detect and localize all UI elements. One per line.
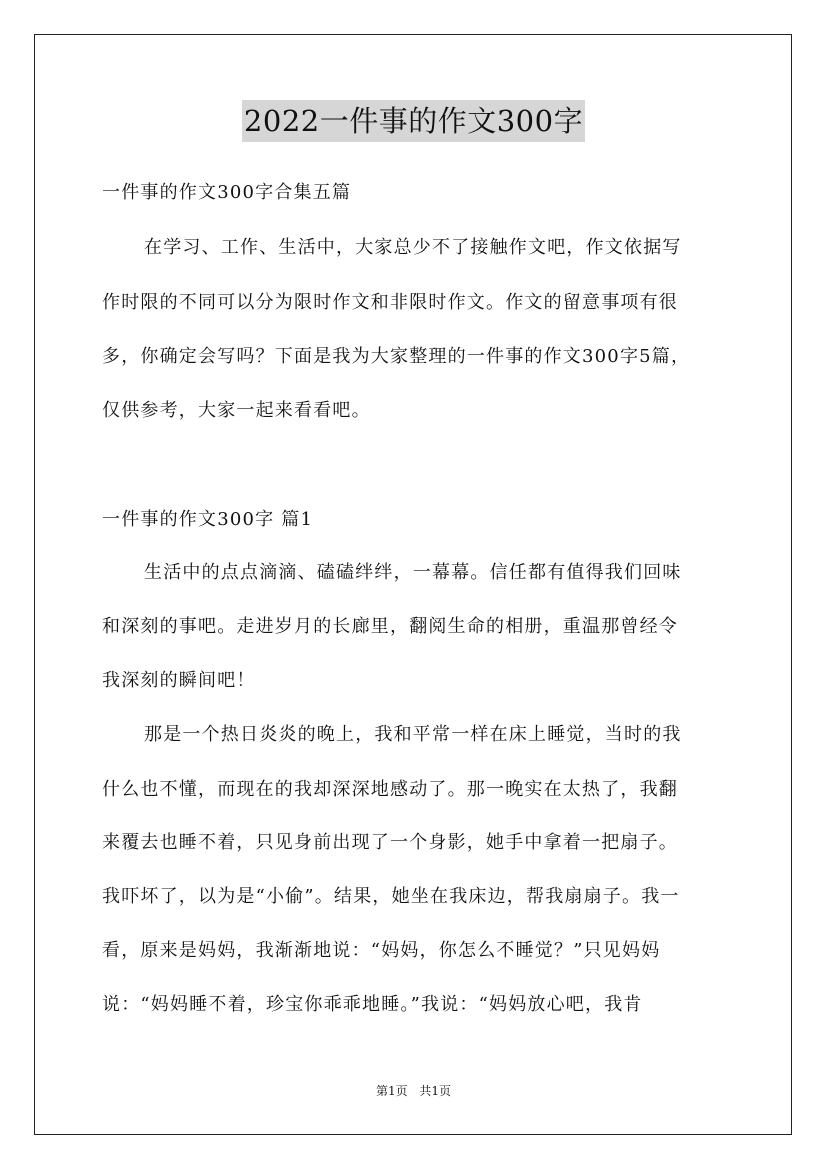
paragraph-line: 什么也不懂，而现在的我却深深地感动了。那一晚实在太热了，我翻 bbox=[102, 779, 678, 800]
paragraph-line: 那是一个热日炎炎的晚上，我和平常一样在床上睡觉，当时的我 bbox=[144, 724, 682, 745]
paragraph-line: 说：“妈妈睡不着，珍宝你乖乖地睡。”我说：“妈妈放心吧，我肯 bbox=[102, 994, 643, 1015]
paragraph-line: 和深刻的事吧。走进岁月的长廊里，翻阅生命的相册，重温那曾经令 bbox=[102, 616, 678, 637]
document-title: 2022一件事的作文300字 bbox=[242, 100, 585, 142]
intro-line: 在学习、工作、生活中，大家总少不了接触作文吧，作文依据写 bbox=[144, 237, 682, 258]
page-number: 第1页 bbox=[375, 1084, 408, 1098]
paragraph-line: 来覆去也睡不着，只见身前出现了一个身影，她手中拿着一把扇子。 bbox=[102, 832, 678, 853]
intro-line: 多，你确定会写吗？下面是我为大家整理的一件事的作文300字5篇， bbox=[102, 346, 691, 367]
intro-line: 仅供参考，大家一起来看看吧。 bbox=[102, 400, 371, 421]
page-total: 共1页 bbox=[419, 1084, 452, 1098]
paragraph-line: 看，原来是妈妈，我渐渐地说：“妈妈，你怎么不睡觉？”只见妈妈 bbox=[102, 940, 661, 961]
paragraph-line: 我深刻的瞬间吧！ bbox=[102, 670, 256, 691]
paragraph-line: 生活中的点点滴滴、磕磕绊绊，一幕幕。信任都有值得我们回味 bbox=[144, 562, 682, 583]
page-footer bbox=[0, 1083, 827, 1099]
document-subtitle: 一件事的作文300字合集五篇 bbox=[102, 182, 352, 203]
title-container bbox=[0, 100, 827, 142]
intro-line: 作时限的不同可以分为限时作文和非限时作文。作文的留意事项有很 bbox=[102, 292, 678, 313]
section-heading: 一件事的作文300字 篇1 bbox=[102, 509, 314, 530]
paragraph-line: 我吓坏了，以为是“小偷”。结果，她坐在我床边，帮我扇扇子。我一 bbox=[102, 886, 680, 907]
